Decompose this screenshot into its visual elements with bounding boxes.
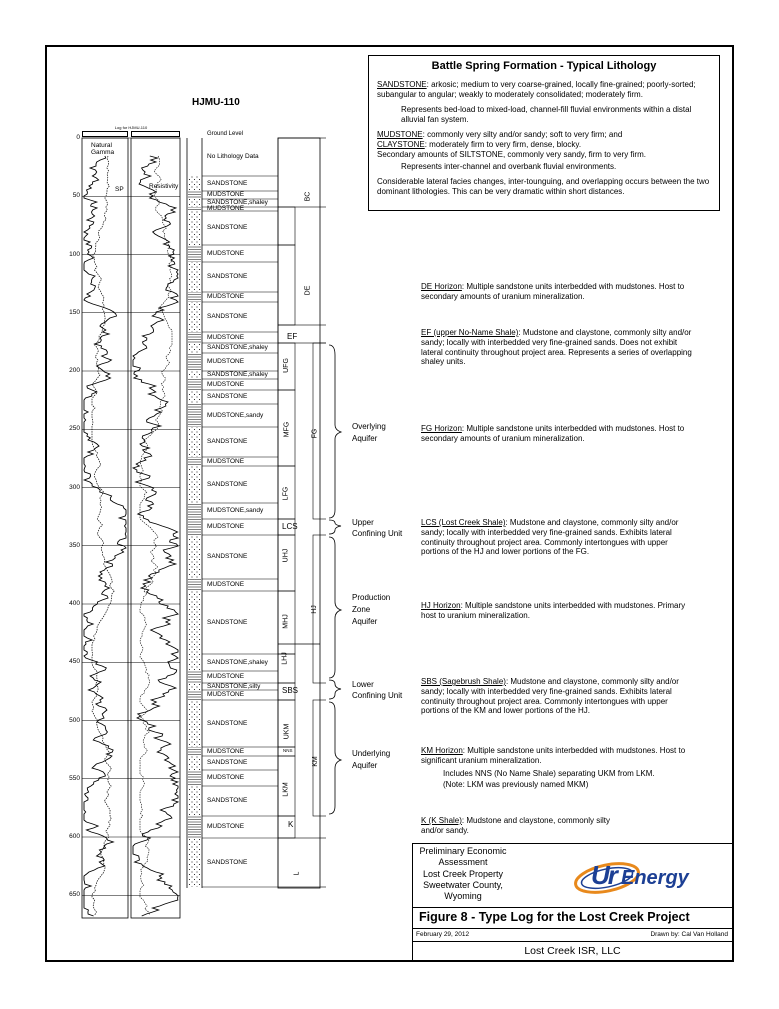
depth-label: 100 bbox=[69, 250, 80, 258]
lithology-label: MUDSTONE bbox=[207, 774, 245, 781]
lithology-layer bbox=[188, 756, 201, 770]
lithology-label: SANDSTONE bbox=[207, 273, 248, 280]
lithology-layer bbox=[188, 199, 201, 207]
lithology-layer bbox=[188, 332, 201, 343]
lithology-layer bbox=[188, 207, 201, 211]
sub-horizon-label: MFG bbox=[283, 421, 291, 438]
lithology-layer bbox=[188, 683, 201, 690]
well-name: HJMU-110 bbox=[192, 97, 240, 108]
horizon-label: EF bbox=[287, 332, 298, 341]
horizon-box bbox=[278, 838, 326, 887]
lithology-label: SANDSTONE bbox=[207, 719, 248, 727]
sub-horizon-label: NNS bbox=[283, 748, 293, 753]
lithology-label: MUDSTONE bbox=[207, 457, 245, 465]
log-header: Log for HJMU-110 bbox=[114, 125, 148, 130]
depth-label: 500 bbox=[69, 716, 80, 724]
lithology-layer bbox=[188, 390, 201, 404]
lithology-label: SANDSTONE bbox=[207, 797, 248, 804]
horizon-column-frame bbox=[278, 138, 320, 888]
sbs-desc: SBS (Sagebrush Shale): Mudstone and claystone, commonly silty and/or sandy; locally with interbedded very fine-grained sands. Exhibits lateral continuity throughout project area. Commonly intertongues with upper portions of the KM and lower portions of the HJ. bbox=[421, 677, 679, 716]
lithology-label: MUDSTONE bbox=[207, 333, 245, 341]
lithology-label: SANDSTONE,silty bbox=[207, 682, 261, 690]
lithology-layer bbox=[188, 427, 201, 457]
lithology-label: SANDSTONE bbox=[207, 438, 248, 445]
mudstone-env: Represents inter-channel and overbank fluvial environments. bbox=[401, 161, 617, 171]
lithology-layer bbox=[188, 466, 201, 503]
lithology-layer bbox=[188, 838, 201, 887]
lithology-layer bbox=[188, 654, 201, 671]
lithology-layer bbox=[188, 457, 201, 466]
lithology-layer bbox=[188, 371, 201, 379]
pea-text: Preliminary Economic Assessment Lost Creek Property Sweetwater County, Wyoming bbox=[419, 846, 507, 901]
lithology-layer bbox=[188, 770, 201, 786]
lithology-layer bbox=[188, 262, 201, 292]
lithology-layer bbox=[188, 786, 201, 816]
ur-energy-logo bbox=[571, 856, 721, 896]
lithology-title: Battle Spring Formation - Typical Lithology bbox=[431, 60, 657, 72]
lithology-label: SANDSTONE bbox=[207, 313, 248, 320]
horizon-label: HJ bbox=[310, 605, 318, 614]
km-note-lkm: (Note: LKM was previously named MKM) bbox=[443, 780, 589, 790]
depth-label: 200 bbox=[69, 367, 80, 374]
sub-horizon-label: MHJ bbox=[282, 614, 290, 629]
lithology-label: SANDSTONE bbox=[207, 393, 248, 400]
lithology-label: MUDSTONE bbox=[207, 205, 245, 212]
lithology-layer bbox=[188, 292, 201, 302]
sub-horizon-label: LFG bbox=[282, 486, 290, 501]
lithology-label: MUDSTONE bbox=[207, 691, 245, 698]
depth-label: 250 bbox=[69, 425, 80, 433]
horizon-label: BC bbox=[304, 191, 312, 202]
lithology-label: MUDSTONE bbox=[207, 823, 245, 830]
lithology-label: SANDSTONE bbox=[207, 759, 248, 766]
horizon-label: FG bbox=[311, 428, 319, 439]
k-shale-desc: K (K Shale): Mudstone and claystone, commonly silty and/or sandy. bbox=[421, 816, 610, 835]
lithology-label: SANDSTONE bbox=[207, 858, 248, 866]
date: February 29, 2012 bbox=[416, 931, 470, 938]
lithology-layer bbox=[188, 816, 201, 838]
lithology-label: SANDSTONE,shaley bbox=[207, 344, 268, 351]
lithology-layer bbox=[188, 591, 201, 654]
depth-label: 350 bbox=[69, 541, 80, 549]
title-block bbox=[412, 843, 732, 960]
lithology-layer bbox=[188, 245, 201, 262]
drawn-by: Drawn by: Cal Van Holland bbox=[650, 931, 728, 938]
aquifer-brackets bbox=[325, 340, 353, 820]
depth-label: 450 bbox=[69, 658, 80, 666]
lithology-layer bbox=[188, 343, 201, 353]
lithology-label: MUDSTONE bbox=[207, 523, 245, 530]
overlying-aquifer: Overlying Aquifer bbox=[352, 422, 386, 443]
lithology-layer bbox=[188, 302, 201, 332]
lithology-label: MUDSTONE bbox=[207, 293, 245, 300]
figure-title: Figure 8 - Type Log for the Lost Creek Project bbox=[419, 910, 690, 924]
lithology-label: MUDSTONE bbox=[207, 747, 245, 755]
horizon-label: LCS bbox=[282, 522, 298, 531]
km-horizon-desc: KM Horizon: Multiple sandstone units interbedded with mudstones. Host to significant uranium mineralization. Includes NNS (No Name Shale) separating UKM from LKM. (Note: LKM was previously named MKM) bbox=[421, 746, 693, 790]
lithology-label: MUDSTONE bbox=[207, 191, 245, 198]
depth-label: 550 bbox=[69, 774, 80, 782]
resistivity-label: Resistivity bbox=[149, 183, 179, 190]
depth-label: 50 bbox=[72, 192, 80, 200]
lithology-layer bbox=[188, 700, 201, 747]
logo-letters: Ur bbox=[591, 860, 616, 890]
lithology-layer bbox=[188, 211, 201, 245]
sandstone-desc: SANDSTONE: arkosic; medium to very coarse-grained, locally fine-grained; poorly-sorted; subangular to angular; weakly to moderately consolidated; moderately firm. bbox=[377, 79, 696, 99]
lower-confining-unit: Lower Confining Unit bbox=[352, 680, 403, 700]
horizon-label: DE bbox=[304, 285, 312, 296]
horizon-label: K bbox=[288, 820, 294, 829]
lithology-layer bbox=[188, 519, 201, 535]
lithology-layer bbox=[188, 579, 201, 591]
km-note-nns: Includes NNS (No Name Shale) separating UKM from LKM. bbox=[443, 768, 655, 778]
lithology-layer bbox=[188, 353, 201, 371]
lithology-label: MUDSTONE bbox=[207, 581, 245, 588]
sp-label: SP bbox=[115, 186, 124, 193]
underlying-aquifer: Underlying Aquifer bbox=[352, 749, 391, 770]
lithology-layer bbox=[188, 404, 201, 427]
horizon-box bbox=[278, 535, 295, 591]
sub-horizon-label: LKM bbox=[282, 782, 290, 797]
horizon-box bbox=[278, 138, 326, 207]
ground-level: Ground Level bbox=[207, 131, 244, 137]
de-horizon-desc: DE Horizon: Multiple sandstone units interbedded with mudstones. Host to secondary amounts of uranium mineralization. bbox=[421, 282, 685, 301]
depth-label: 0 bbox=[76, 134, 80, 141]
sub-horizon-label: UFG bbox=[282, 358, 290, 373]
lithology-layer bbox=[188, 176, 201, 191]
resistivity-curve-2 bbox=[140, 156, 172, 915]
horizon-label: KM bbox=[311, 756, 319, 767]
sandstone-env: Represents bed-load to mixed-load, channel-fill fluvial environments within a distal alluvial fan system. bbox=[401, 104, 692, 124]
lithology-layer bbox=[188, 690, 201, 700]
depth-label: 400 bbox=[69, 600, 80, 607]
lithology-label: MUDSTONE,sandy bbox=[207, 507, 264, 514]
depth-label: 600 bbox=[69, 833, 80, 840]
lithology-layer bbox=[188, 503, 201, 519]
lithology-layer bbox=[188, 535, 201, 579]
lithology-label: SANDSTONE bbox=[207, 480, 248, 488]
lithology-layer bbox=[188, 379, 201, 390]
lithology-layer bbox=[188, 138, 201, 176]
lithology-label: MUDSTONE bbox=[207, 673, 245, 680]
ef-horizon-desc: EF (upper No-Name Shale): Mudstone and claystone, commonly silty and/or sandy; locally with interbedded very fine-grained sands. Does not exhibit lateral continuity throughout project area. Represents a series of overlapping shaley units. bbox=[421, 328, 692, 367]
lithology-layer bbox=[188, 191, 201, 199]
lithology-label: SANDSTONE bbox=[207, 553, 248, 560]
company-name: Lost Creek ISR, LLC bbox=[524, 945, 621, 957]
hj-horizon-desc: HJ Horizon: Multiple sandstone units interbedded with mudstones. Primary host to uranium mineralization. bbox=[421, 601, 686, 620]
logo-energy-text: Energy bbox=[621, 867, 689, 889]
depth-label: 650 bbox=[69, 891, 80, 899]
lithology-label: SANDSTONE,shaley bbox=[207, 658, 268, 666]
track2-frame bbox=[131, 138, 180, 918]
depth-label: 150 bbox=[69, 308, 80, 316]
production-zone-aquifer: Production Zone Aquifer bbox=[352, 593, 391, 626]
lithology-legend-box bbox=[368, 55, 720, 211]
horizon-box bbox=[278, 325, 326, 343]
depth-label: 300 bbox=[69, 483, 80, 491]
lithology-label: SANDSTONE bbox=[207, 224, 248, 231]
sub-horizon-label: UHJ bbox=[282, 548, 290, 563]
lithology-label: MUDSTONE bbox=[207, 358, 245, 365]
sp-curve bbox=[92, 156, 114, 915]
horizon-box bbox=[278, 245, 295, 325]
lithology-label: SANDSTONE bbox=[207, 179, 248, 187]
sub-horizon-label: UKM bbox=[283, 723, 291, 740]
lithology-label: MUDSTONE bbox=[207, 249, 245, 257]
fg-horizon-desc: FG Horizon: Multiple sandstone units interbedded with mudstones. Host to secondary amounts of uranium mineralization. bbox=[421, 424, 685, 443]
lithology-label: No Lithology Data bbox=[207, 153, 259, 160]
lithology-label: SANDSTONE bbox=[207, 618, 248, 626]
lithology-layer bbox=[188, 671, 201, 683]
horizon-label: SBS bbox=[282, 686, 299, 695]
sub-horizon-label: LHJ bbox=[281, 652, 289, 665]
gamma-label-a: Natural bbox=[91, 142, 112, 149]
mudstone-desc: MUDSTONE: commonly very silty and/or sandy; soft to very firm; and CLAYSTONE: moderately firm to very firm, dense, blocky. Secondary amounts of SILTSTONE, commonly very sandy, firm to very firm. bbox=[377, 129, 646, 159]
lithology-label: MUDSTONE bbox=[207, 380, 245, 388]
facies-note: Considerable lateral facies changes, inter-tounguing, and overlapping occurs between the two dominant lithologies. This can be very dramatic within short distances. bbox=[377, 176, 710, 196]
lithology-label: SANDSTONE,shaley bbox=[207, 199, 268, 206]
horizon-box bbox=[278, 207, 295, 245]
upper-confining-unit: Upper Confining Unit bbox=[352, 518, 403, 538]
lithology-label: SANDSTONE,shaley bbox=[207, 371, 268, 378]
gamma-label-b: Gamma bbox=[91, 149, 115, 156]
lithology-layer bbox=[188, 747, 201, 756]
lithology-label: MUDSTONE,sandy bbox=[207, 411, 264, 419]
lcs-desc: LCS (Lost Creek Shale): Mudstone and claystone, commonly silty and/or sandy; locally with interbedded very fine-grained sands. Exhibits lateral continuity throughout project area. Commonly intertongues with upper portions of the HJ and lower portions of the FG. bbox=[421, 518, 679, 557]
horizon-label: L bbox=[293, 871, 301, 876]
resistivity-curve-1 bbox=[133, 156, 178, 916]
